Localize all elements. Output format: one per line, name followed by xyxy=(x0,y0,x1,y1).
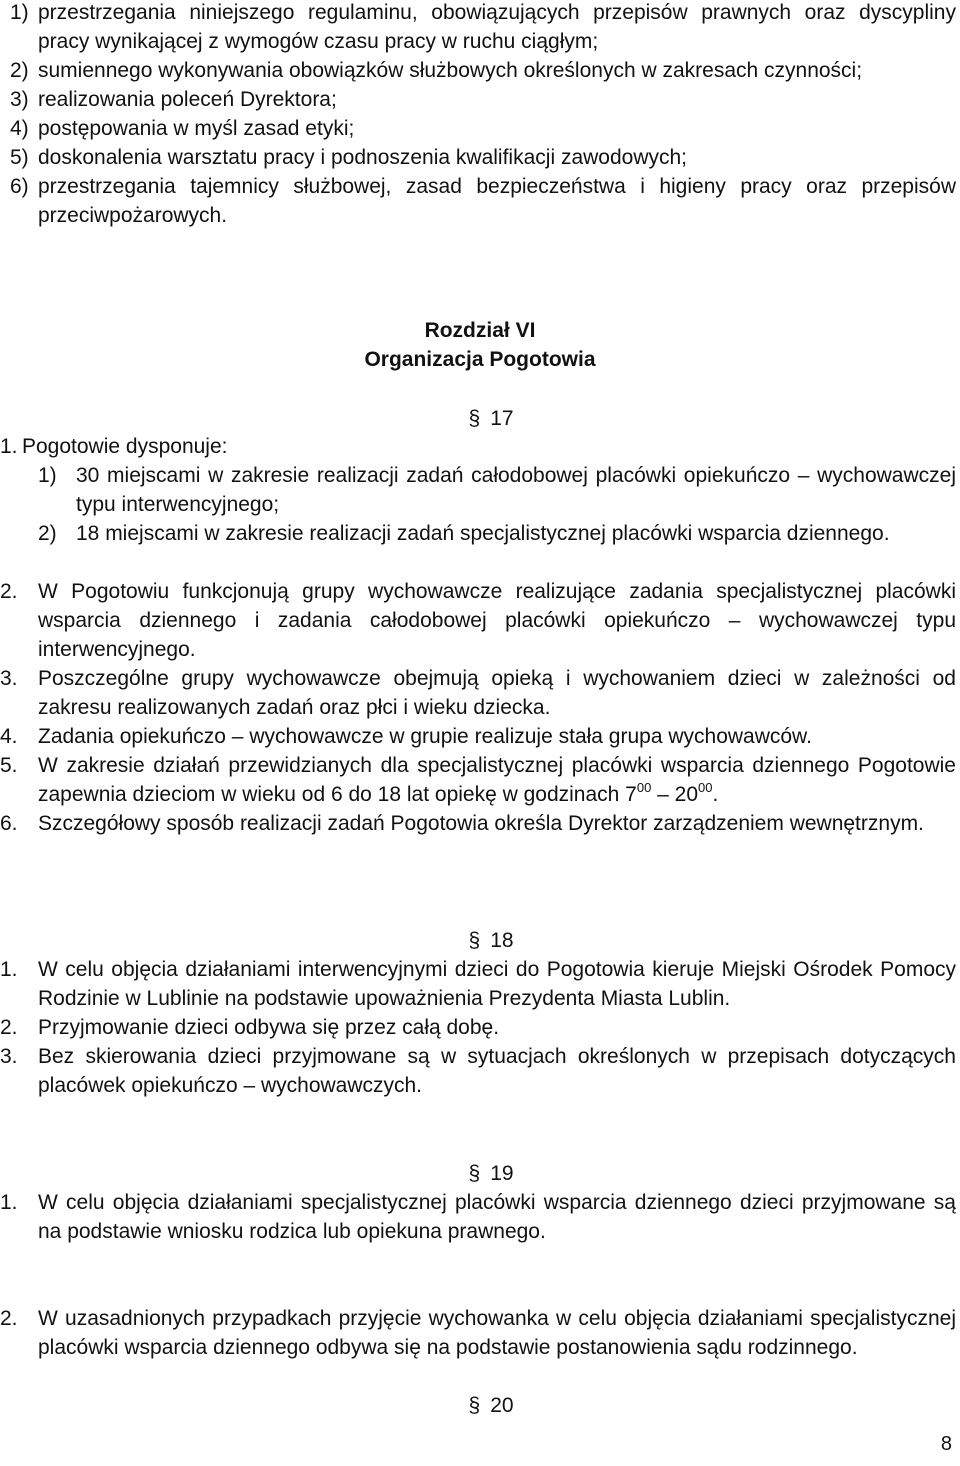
item-text: doskonalenia warsztatu pracy i podnoszenia kwalifikacji zawodowych; xyxy=(38,146,688,169)
item-number: 5) xyxy=(10,146,29,169)
item-number: 1. xyxy=(0,958,18,981)
section-17-items xyxy=(0,577,956,838)
chapter-title: Rozdział VI xyxy=(424,319,536,342)
list-item xyxy=(0,1042,956,1100)
list-item xyxy=(0,722,956,751)
page-number: 8 xyxy=(940,1433,952,1455)
section-17-body xyxy=(0,432,956,461)
item-number: 2) xyxy=(10,59,29,82)
item-number: 5. xyxy=(0,754,18,777)
section-17-sublist xyxy=(0,461,956,548)
item-text: postępowania w myśl zasad etyki; xyxy=(38,117,355,140)
hours-text: – 20 xyxy=(651,783,699,806)
hours-text: W zakresie działań przewidzianych dla specjalistycznej placówki wsparcia dziennego Pogotowie zapewnia dzieciom w wieku od 6 do 18 lat opiekę w godzinach 7 xyxy=(38,754,956,806)
item-text xyxy=(38,751,956,809)
section-19-item-1 xyxy=(0,1188,956,1246)
item-number: 1) xyxy=(10,1,29,24)
item-text: 30 miejscami w zakresie realizacji zadań całodobowej placówki opiekuńczo – wychowawczej typu interwencyjnego; xyxy=(76,464,956,516)
section-sign: § xyxy=(468,929,481,952)
item-text: Pogotowie dysponuje: xyxy=(22,435,228,458)
list-item xyxy=(0,955,956,1013)
item-number: 1) xyxy=(38,464,57,487)
duties-list xyxy=(0,0,956,230)
list-item xyxy=(0,114,956,143)
item-text: W Pogotowiu funkcjonują grupy wychowawcze realizujące zadania specjalistycznej placówki wsparcia dziennego i zadania całodobowej placówki opiekuńczo – wychowawczej typu interwencyjnego. xyxy=(38,580,956,661)
item-text: Bez skierowania dzieci przyjmowane są w sytuacjach określonych w przepisach dotyczących placówek opiekuńczo – wychowawczych. xyxy=(38,1045,956,1097)
item-text: sumiennego wykonywania obowiązków służbowych określonych w zakresach czynności; xyxy=(38,59,863,82)
item-number: 2. xyxy=(0,1016,18,1039)
chapter-subtitle: Organizacja Pogotowia xyxy=(364,348,596,371)
section-17-heading xyxy=(0,404,960,433)
item-text: przestrzegania tajemnicy służbowej, zasad bezpieczeństwa i higieny pracy oraz przepisów przeciwpożarowych. xyxy=(38,175,956,227)
section-18-heading xyxy=(0,926,960,955)
item-text: Poszczególne grupy wychowawcze obejmują opieką i wychowaniem dzieci w zależności od zakresu realizowanych zadań oraz płci i wieku dziecka. xyxy=(38,667,956,719)
item-text: W uzasadnionych przypadkach przyjęcie wychowanka w celu objęcia działaniami specjalistycznej placówki wsparcia dziennego odbywa się na podstawie postanowienia sądu rodzinnego. xyxy=(38,1307,956,1359)
item-number: 3. xyxy=(0,1045,18,1068)
item-text: Zadania opiekuńczo – wychowawcze w grupie realizuje stała grupa wychowawców. xyxy=(38,725,812,748)
list-item xyxy=(0,85,956,114)
list-item xyxy=(0,1013,956,1042)
section-20-heading xyxy=(0,1391,960,1420)
item-text: W celu objęcia działaniami interwencyjnymi dzieci do Pogotowia kieruje Miejski Ośrodek Pomocy Rodzinie w Lublinie na podstawie upoważnienia Prezydenta Miasta Lublin. xyxy=(38,958,956,1010)
section-number: 18 xyxy=(490,929,514,952)
item-number: 2) xyxy=(38,522,57,545)
section-number: 19 xyxy=(490,1162,514,1185)
list-item xyxy=(0,751,956,809)
section-18-items xyxy=(0,955,956,1100)
hours-sup: 00 xyxy=(636,780,652,795)
section-sign: § xyxy=(468,407,481,430)
item-text: realizowania poleceń Dyrektora; xyxy=(38,88,337,111)
item-text: Szczegółowy sposób realizacji zadań Pogotowia określa Dyrektor zarządzeniem wewnętrznym. xyxy=(38,812,924,835)
list-item xyxy=(0,664,956,722)
list-item xyxy=(0,1304,956,1362)
item-number: 6. xyxy=(0,812,18,835)
list-item xyxy=(0,143,956,172)
list-item xyxy=(0,461,956,519)
list-item xyxy=(0,432,956,461)
section-number: 20 xyxy=(490,1394,514,1417)
item-number: 2. xyxy=(0,580,18,603)
section-sign: § xyxy=(468,1394,481,1417)
item-text: przestrzegania niniejszego regulaminu, obowiązujących przepisów prawnych oraz dyscypliny pracy wynikającej z wymogów czasu pracy w ruchu ciągłym; xyxy=(38,1,956,53)
section-19-item-2 xyxy=(0,1304,956,1362)
list-item xyxy=(0,809,956,838)
list-item xyxy=(0,56,956,85)
item-number: 1. xyxy=(0,1191,18,1214)
section-number: 17 xyxy=(490,407,514,430)
item-number: 1. xyxy=(0,435,18,458)
item-number: 2. xyxy=(0,1307,18,1330)
section-sign: § xyxy=(468,1162,481,1185)
item-text: W celu objęcia działaniami specjalistycznej placówki wsparcia dziennego dzieci przyjmowane są na podstawie wniosku rodzica lub opiekuna prawnego. xyxy=(38,1191,956,1243)
item-text: Przyjmowanie dzieci odbywa się przez całą dobę. xyxy=(38,1016,500,1039)
list-item xyxy=(0,172,956,230)
list-item xyxy=(0,577,956,664)
item-number: 6) xyxy=(10,175,29,198)
item-number: 4. xyxy=(0,725,18,748)
hours-sup: 00 xyxy=(698,780,713,795)
section-19-heading xyxy=(0,1159,960,1188)
item-number: 3. xyxy=(0,667,18,690)
list-item xyxy=(0,519,956,548)
list-item xyxy=(0,0,956,56)
hours-text: . xyxy=(712,783,719,806)
item-number: 3) xyxy=(10,88,29,111)
list-item xyxy=(0,1188,956,1246)
item-number: 4) xyxy=(10,117,29,140)
item-text: 18 miejscami w zakresie realizacji zadań specjalistycznej placówki wsparcia dziennego. xyxy=(76,522,890,545)
